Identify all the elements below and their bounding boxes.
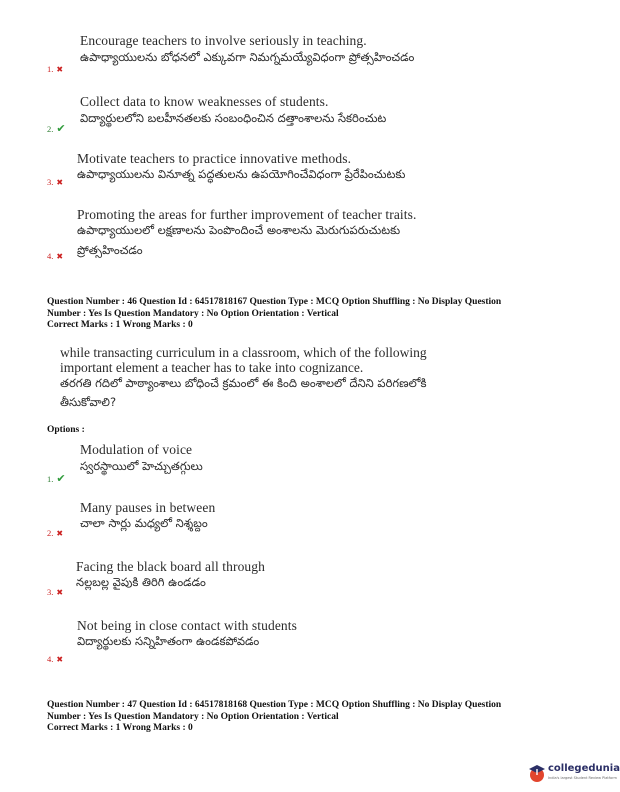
option-number: 2. ✖ xyxy=(47,528,64,538)
option-number: 3. ✖ xyxy=(47,587,64,597)
graduation-cap-icon xyxy=(528,763,546,783)
option-number: 4. ✖ xyxy=(47,251,64,261)
wrong-mark-icon: ✖ xyxy=(56,252,64,261)
logo-brand-text: collegedunia xyxy=(548,763,620,774)
option-text-te: స్వరస్థాయిలో హెచ్చుతగ్గులు xyxy=(80,459,203,473)
option-text-en: Motivate teachers to practice innovative methods. xyxy=(77,151,352,166)
option-text-te: ప్రోత్సహించడం xyxy=(77,243,143,257)
logo-tagline: India's largest Student Review Platform xyxy=(548,776,617,780)
option-text-te: ఉపాధ్యాయులను బోధనలో ఎక్కువగా నిమగ్నమయ్యేవిధంగా ప్రోత్సహించడం xyxy=(80,50,415,64)
option-text-te: ఉపాధ్యాయులను వినూత్న పద్ధతులను ఉపయోగించేవిధంగా ప్రేరేపించుటకు xyxy=(77,167,406,181)
option-text-en: Many pauses in between xyxy=(80,500,216,515)
question-text-te: తరగతి గదిలో పాఠ్యాంశాలు బోధించే క్రమంలో ఈ కింది అంశాలలో దేనిని పరిగణలోకి తీసుకోవాలి? xyxy=(60,376,427,409)
options-label: Options : xyxy=(47,425,85,435)
option-text-en: Collect data to know weaknesses of students. xyxy=(80,94,329,109)
option-text-te: ఉపాధ్యాయులలో లక్షణాలను పెంపొందించే అంశాలను మెరుగుపరుచుటకు xyxy=(77,223,401,237)
wrong-mark-icon: ✖ xyxy=(56,529,64,538)
option-text-te: చాలా సార్లు మధ్యలో నిశ్శబ్దం xyxy=(80,516,208,530)
question-meta: Question Number : 46 Question Id : 64517818167 Question Type : MCQ Option Shuffling : No Display Question Number : Yes Is Question Mandatory : No Option Orientation : Vertical Correct Marks : 1 Wrong Marks : 0 xyxy=(47,297,502,330)
wrong-mark-icon: ✖ xyxy=(56,655,64,664)
correct-check-icon: ✔ xyxy=(56,472,66,485)
question-meta: Question Number : 47 Question Id : 64517818168 Question Type : MCQ Option Shuffling : No Display Question Number : Yes Is Question Mandatory : No Option Orientation : Vertical Correct Marks : 1 Wrong Marks : 0 xyxy=(47,700,502,733)
wrong-mark-icon: ✖ xyxy=(56,588,64,597)
wrong-mark-icon: ✖ xyxy=(56,178,64,187)
option-number: 2. ✔ xyxy=(47,122,66,135)
question-text-en: while transacting curriculum in a classroom, which of the following important element a teacher has to take into cognizance. xyxy=(60,345,427,375)
option-text-en: Facing the black board all through xyxy=(76,559,265,574)
option-text-en: Encourage teachers to involve seriously in teaching. xyxy=(80,33,367,48)
wrong-mark-icon: ✖ xyxy=(56,65,64,74)
option-text-en: Modulation of voice xyxy=(80,442,193,457)
collegedunia-logo xyxy=(528,761,620,787)
correct-check-icon: ✔ xyxy=(56,122,66,135)
option-text-te: నల్లబల్ల వైపుకి తిరిగి ఉండడం xyxy=(76,575,206,589)
option-text-en: Promoting the areas for further improvement of teacher traits. xyxy=(77,207,417,222)
option-number: 3. ✖ xyxy=(47,177,64,187)
option-text-te: విద్యార్థులకు సన్నిహితంగా ఉండకపోవడం xyxy=(77,634,260,648)
option-number: 1. ✖ xyxy=(47,64,64,74)
option-number: 4. ✖ xyxy=(47,654,64,664)
option-text-en: Not being in close contact with students xyxy=(77,618,297,633)
option-text-te: విద్యార్థులలోని బలహీనతలకు సంబంధించిన దత్తాంశాలను సేకరించుట xyxy=(80,111,387,125)
option-number: 1. ✔ xyxy=(47,472,66,485)
